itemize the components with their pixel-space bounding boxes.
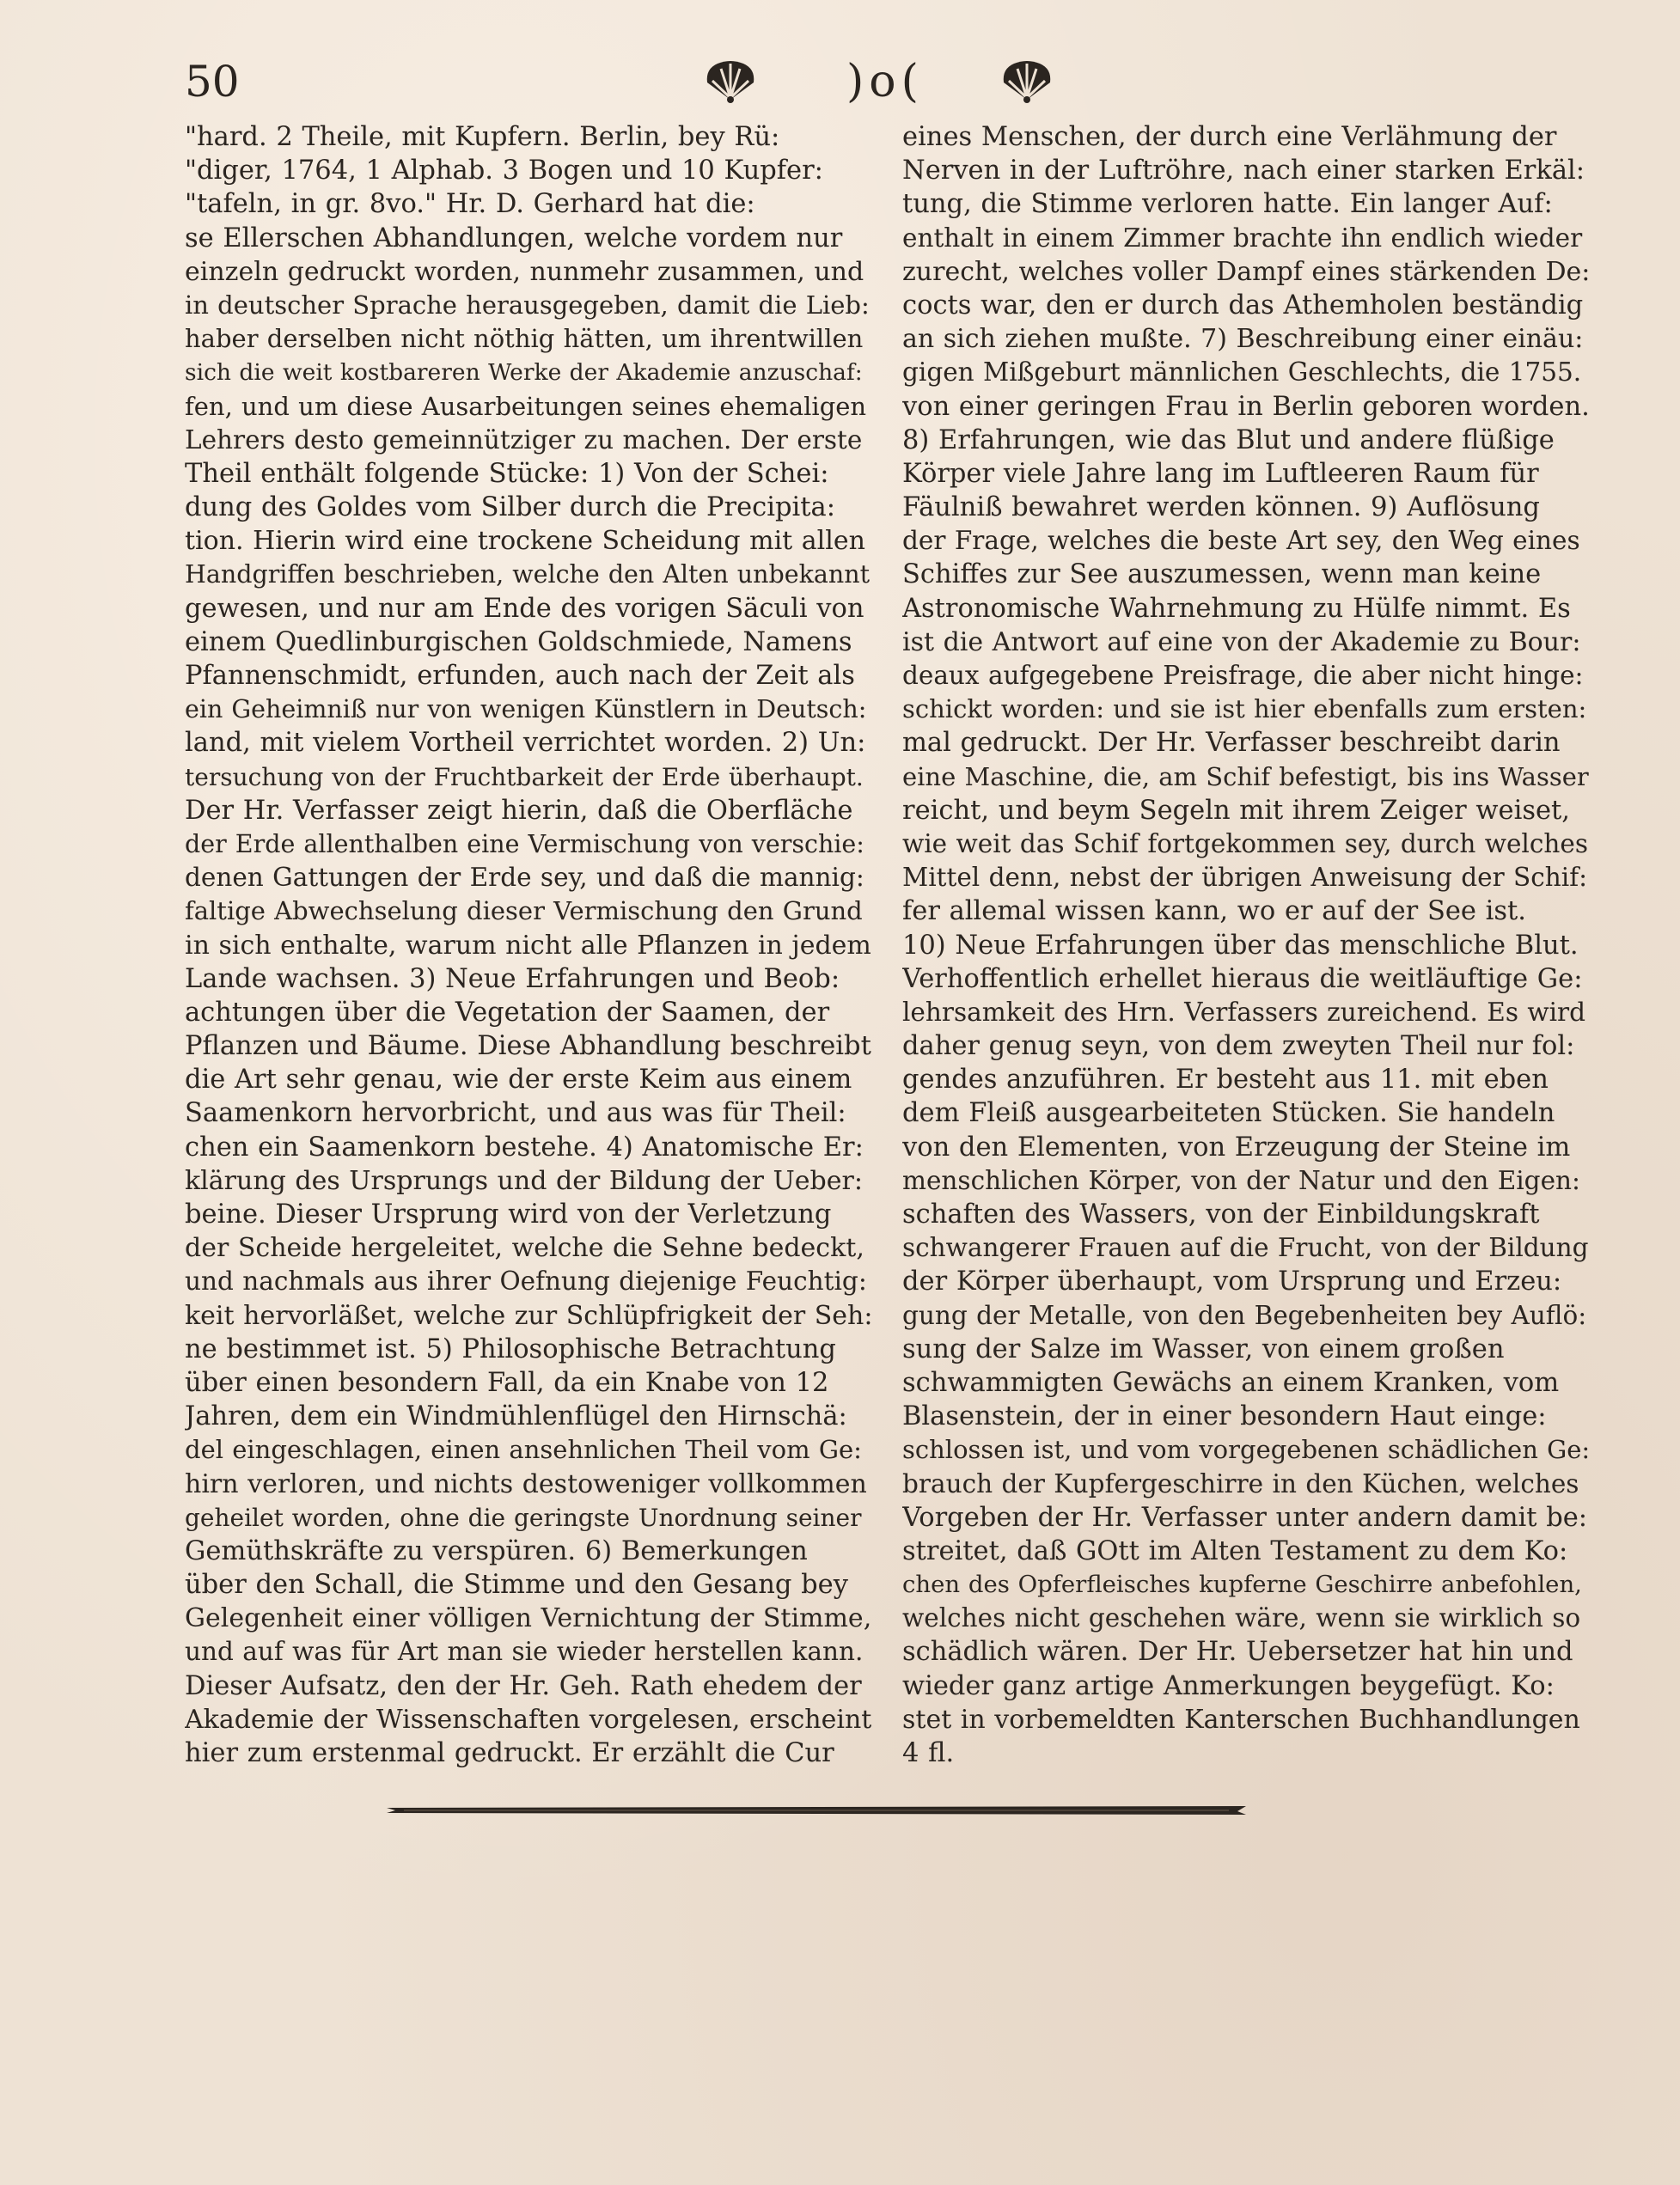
text-line: tersuchung von der Fruchtbarkeit der Erde überhaupt. [185, 762, 864, 791]
text-line: "tafeln, in gr. 8vo." Hr. D. Gerhard hat die: [185, 189, 755, 220]
header-ornament: )o( [846, 56, 924, 107]
text-line: chen ein Saamenkorn bestehe. 4) Anatomische Er: [185, 1132, 864, 1163]
text-line: wieder ganz artige Anmerkungen beygefügt. Ko: [902, 1670, 1555, 1701]
text-line: hier zum erstenmal gedruckt. Er erzählt die Cur [185, 1738, 834, 1768]
text-line: welches nicht geschehen wäre, wenn sie wirklich so [902, 1603, 1581, 1633]
text-line: hirn verloren, und nichts destoweniger vollkommen [185, 1468, 867, 1499]
text-line: und nachmals aus ihrer Oefnung diejenige Feuchtig: [185, 1266, 867, 1297]
text-line: ein Geheimniß nur von wenigen Künstlern in Deutsch: [185, 695, 867, 724]
text-line: Verhoffentlich erhellet hieraus die weitläuftige Ge: [902, 963, 1583, 994]
text-line: se Ellerschen Abhandlungen, welche vordem nur [185, 223, 843, 253]
text-line: sung der Salze im Wasser, von einem großen [902, 1334, 1505, 1364]
text-line: gewesen, und nur am Ende des vorigen Säculi von [185, 593, 864, 624]
text-line: 4 fl. [902, 1738, 955, 1768]
right-column [902, 120, 1590, 1770]
text-line: dung des Goldes vom Silber durch die Precipita: [185, 492, 835, 523]
text-line: Theil enthält folgende Stücke: 1) Von der Schei: [185, 458, 829, 489]
text-line: einem Quedlinburgischen Goldschmiede, Namens [185, 626, 852, 657]
text-line: achtungen über die Vegetation der Saamen, der [185, 997, 830, 1028]
text-line: 8) Erfahrungen, wie das Blut und andere flüßige [902, 424, 1555, 455]
text-line: einzeln gedruckt worden, nunmehr zusammen, und [185, 256, 864, 287]
text-line: Nerven in der Luftröhre, nach einer starken Erkäl: [902, 156, 1585, 186]
text-line: menschlichen Körper, von der Natur und den Eigen: [902, 1165, 1580, 1195]
page-number: 50 [185, 57, 240, 107]
text-line: brauch der Kupfergeschirre in den Küchen, welches [902, 1468, 1579, 1498]
text-line: die Art sehr genau, wie der erste Keim aus einem [185, 1065, 852, 1096]
text-line: von den Elementen, von Erzeugung der Steine im [902, 1132, 1571, 1163]
text-line: ist die Antwort auf eine von der Akademie zu Bour: [902, 626, 1581, 657]
text-line: zurecht, welches voller Dampf eines stärkenden De: [902, 256, 1590, 287]
text-line: stet in vorbemeldten Kanterschen Buchhandlungen [902, 1704, 1580, 1735]
text-line: chen des Opferfleisches kupferne Geschirre anbefohlen, [902, 1571, 1582, 1599]
text-line: schlossen ist, und vom vorgegebenen schädlichen Ge: [902, 1435, 1590, 1465]
left-column [185, 120, 872, 1770]
text-line: von einer geringen Frau in Berlin geboren worden. [902, 391, 1590, 422]
text-line: schwammigten Gewächs an einem Kranken, vom [902, 1367, 1560, 1398]
text-line: tung, die Stimme verloren hatte. Ein langer Auf: [902, 189, 1553, 220]
text-line: Pflanzen und Bäume. Diese Abhandlung beschreibt [185, 1031, 871, 1062]
page-header [185, 52, 1070, 112]
text-line: mal gedruckt. Der Hr. Verfasser beschreibt darin [902, 728, 1561, 759]
text-line: reicht, und beym Segeln mit ihrem Zeiger weiset, [902, 795, 1570, 826]
text-line: Jahren, dem ein Windmühlenflügel den Hirnschä: [185, 1401, 847, 1432]
text-line: dem Fleiß ausgearbeiteten Stücken. Sie handeln [902, 1098, 1555, 1129]
text-line: Akademie der Wissenschaften vorgelesen, erscheint [185, 1704, 872, 1735]
shell-ornament-icon [997, 57, 1057, 105]
text-line: "hard. 2 Theile, mit Kupfern. Berlin, bey Rü: [185, 122, 780, 152]
text-line: und auf was für Art man sie wieder herstellen kann. [185, 1637, 864, 1667]
text-line: schickt worden: und sie ist hier ebenfalls zum ersten: [902, 694, 1587, 724]
text-line: schädlich wären. Der Hr. Uebersetzer hat hin und [902, 1637, 1573, 1668]
text-line: Lehrers desto gemeinnütziger zu machen. Der erste [185, 424, 863, 455]
text-line: in deutscher Sprache herausgegeben, damit die Lieb: [185, 290, 870, 320]
text-line: streitet, daß GOtt im Alten Testament zu dem Ko: [902, 1535, 1568, 1566]
text-line: gigen Mißgeburt männlichen Geschlechts, die 1755. [902, 357, 1582, 388]
text-line: schaften des Wassers, von der Einbildungskraft [902, 1199, 1540, 1230]
text-line: an sich ziehen mußte. 7) Beschreibung einer einäu: [902, 324, 1584, 355]
text-line: der Scheide hergeleitet, welche die Sehne bedeckt, [185, 1233, 864, 1264]
text-line: land, mit vielem Vortheil verrichtet worden. 2) Un: [185, 728, 866, 759]
text-line: faltige Abwechselung dieser Vermischung den Grund [185, 896, 863, 926]
text-line: gung der Metalle, von den Begebenheiten bey Auflö: [902, 1300, 1587, 1330]
text-line: eines Menschen, der durch eine Verlähmung der [902, 122, 1557, 152]
text-line: Lande wachsen. 3) Neue Erfahrungen und Beob: [185, 963, 840, 994]
text-line: der Frage, welches die beste Art sey, den Weg eines [902, 526, 1580, 556]
text-line: in sich enthalte, warum nicht alle Pflanzen in jedem [185, 930, 871, 961]
text-line: wie weit das Schif fortgekommen sey, durch welches [902, 828, 1588, 858]
text-line: gendes anzuführen. Er besteht aus 11. mit eben [902, 1065, 1549, 1096]
text-line: daher genug seyn, von dem zweyten Theil nur fol: [902, 1031, 1575, 1062]
text-line: denen Gattungen der Erde sey, und daß die mannig: [185, 863, 864, 893]
text-line: haber derselben nicht nöthig hätten, um ihrentwillen [185, 324, 864, 354]
text-line: Pfannenschmidt, erfunden, auch nach der Zeit als [185, 661, 855, 691]
text-line: Fäulniß bewahret werden können. 9) Auflösung [902, 492, 1540, 523]
text-line: Handgriffen beschrieben, welche den Alten unbekannt [185, 560, 871, 589]
text-line: Vorgeben der Hr. Verfasser unter andern damit be: [902, 1502, 1588, 1533]
text-line: "diger, 1764, 1 Alphab. 3 Bogen und 10 Kupfer: [185, 156, 823, 186]
text-line: fen, und um diese Ausarbeitungen seines ehemaligen [185, 391, 867, 421]
text-line: cocts war, den er durch das Athemholen beständig [902, 290, 1584, 320]
text-line: Gemüthskräfte zu verspüren. 6) Bemerkungen [185, 1535, 808, 1566]
text-line: Der Hr. Verfasser zeigt hierin, daß die Oberfläche [185, 795, 853, 826]
text-line: deaux aufgegebene Preisfrage, die aber nicht hinge: [902, 661, 1584, 690]
text-line: 10) Neue Erfahrungen über das menschliche Blut. [902, 930, 1579, 961]
text-line: Saamenkorn hervorbricht, und aus was für Theil: [185, 1098, 846, 1129]
text-line: schwangerer Frauen auf die Frucht, von der Bildung [902, 1233, 1589, 1263]
text-line: über einen besondern Fall, da ein Knabe von 12 [185, 1367, 829, 1398]
text-line: eine Maschine, die, am Schif befestigt, bis ins Wasser [902, 761, 1589, 791]
text-line: keit hervorläßet, welche zur Schlüpfrigkeit der Seh: [185, 1300, 872, 1331]
text-line: lehrsamkeit des Hrn. Verfassers zureichend. Es wird [902, 997, 1586, 1027]
decorative-rule-icon [387, 1803, 1246, 1818]
text-line: der Körper überhaupt, vom Ursprung und Erzeu: [902, 1266, 1562, 1297]
text-line: Astronomische Wahrnehmung zu Hülfe nimmt. Es [902, 593, 1571, 624]
text-line: geheilet worden, ohne die geringste Unordnung seiner [185, 1503, 862, 1532]
text-line: beine. Dieser Ursprung wird von der Verletzung [185, 1199, 832, 1230]
text-line: enthalt in einem Zimmer brachte ihn endlich wieder [902, 223, 1583, 253]
text-line: der Erde allenthalben eine Vermischung von verschie: [185, 829, 864, 858]
text-line: sich die weit kostbareren Werke der Akademie anzuschaf: [185, 359, 863, 387]
text-line: ne bestimmet ist. 5) Philosophische Betrachtung [185, 1334, 836, 1364]
text-line: fer allemal wissen kann, wo er auf der See ist. [902, 896, 1527, 927]
text-line: Gelegenheit einer völligen Vernichtung der Stimme, [185, 1603, 872, 1634]
text-line: Mittel denn, nebst der übrigen Anweisung der Schif: [902, 863, 1588, 893]
text-line: über den Schall, die Stimme und den Gesang bey [185, 1570, 848, 1601]
text-line: del eingeschlagen, einen ansehnlichen Theil vom Ge: [185, 1435, 862, 1465]
text-line: klärung des Ursprungs und der Bildung der Ueber: [185, 1165, 863, 1196]
text-line: Dieser Aufsatz, den der Hr. Geh. Rath ehedem der [185, 1670, 862, 1701]
text-line: Blasenstein, der in einer besondern Haut einge: [902, 1401, 1547, 1432]
text-line: tion. Hierin wird eine trockene Scheidung mit allen [185, 526, 865, 557]
text-line: Körper viele Jahre lang im Luftleeren Raum für [902, 458, 1539, 489]
text-line: Schiffes zur See auszumessen, wenn man keine [902, 559, 1542, 590]
shell-ornament-icon [700, 57, 761, 105]
